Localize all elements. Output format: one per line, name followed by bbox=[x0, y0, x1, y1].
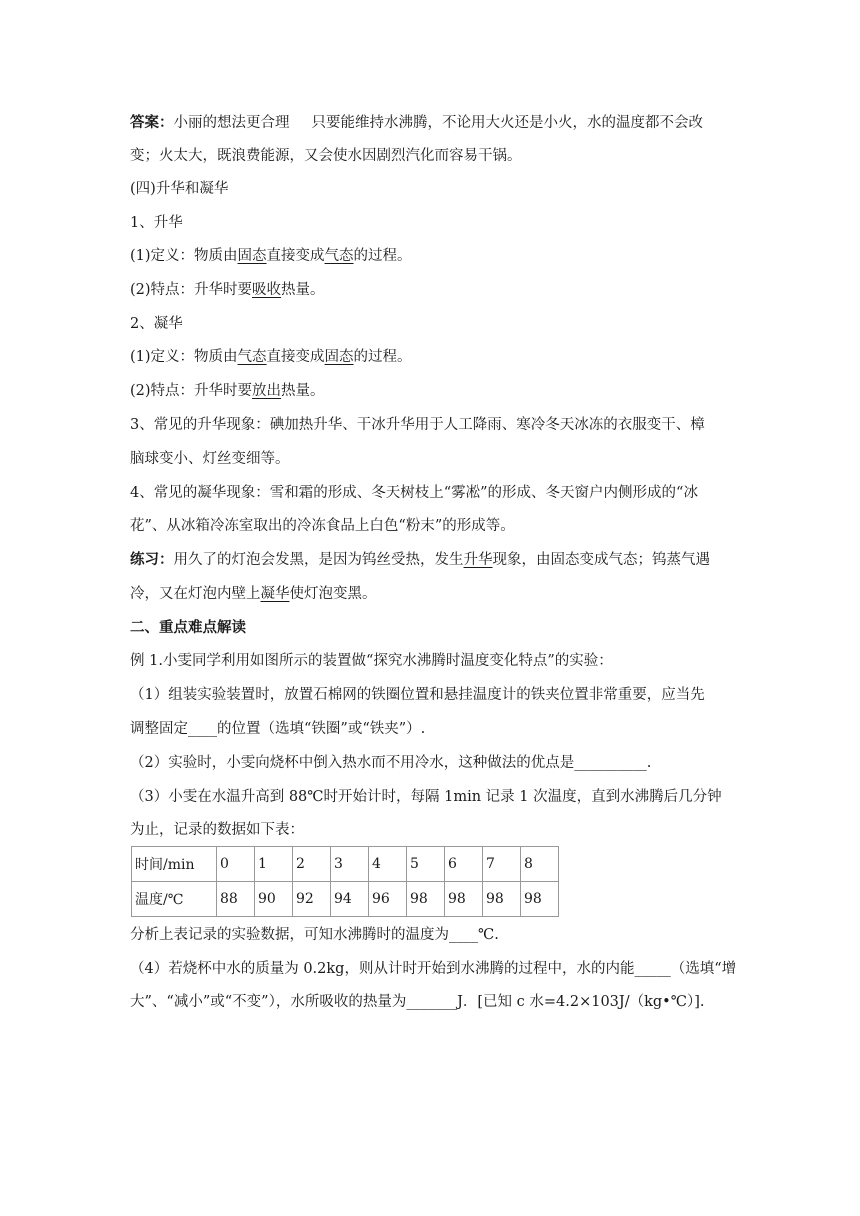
table-cell: 6 bbox=[445, 847, 483, 882]
table-cell: 90 bbox=[255, 882, 293, 917]
table-cell: 88 bbox=[217, 882, 255, 917]
table-cell: 3 bbox=[331, 847, 369, 882]
text: 热量。 bbox=[281, 282, 325, 298]
answer-line-1 bbox=[130, 112, 703, 134]
underlined-answer: 吸收 bbox=[252, 282, 282, 298]
practice-line-2 bbox=[130, 583, 377, 605]
text: 直接变成 bbox=[266, 248, 325, 264]
data-table bbox=[131, 846, 559, 917]
table-cell: 7 bbox=[483, 847, 521, 882]
answer-conclusion: 小丽的想法更合理 bbox=[173, 115, 290, 131]
practice-label: 练习： bbox=[130, 551, 174, 568]
table-cell: 4 bbox=[369, 847, 407, 882]
table-cell: 94 bbox=[331, 882, 369, 917]
deposition-definition bbox=[130, 346, 412, 368]
table-cell: 92 bbox=[293, 882, 331, 917]
text: (1)定义：物质由 bbox=[130, 248, 238, 264]
text: 用久了的灯泡会发黑，是因为钨丝受热，发生 bbox=[173, 552, 464, 568]
underlined-answer: 升华 bbox=[463, 552, 493, 568]
answer-line-2: 变；火太大，既浪费能源，又会使水因剧烈汽化而容易干锅。 bbox=[130, 148, 522, 164]
table-cell: 98 bbox=[407, 882, 445, 917]
table-cell: 0 bbox=[217, 847, 255, 882]
deposition-feature bbox=[130, 380, 325, 402]
answer-label: 答案： bbox=[130, 114, 174, 131]
underlined-answer: 凝华 bbox=[260, 586, 290, 602]
table-cell: 98 bbox=[521, 882, 559, 917]
table-cell: 98 bbox=[445, 882, 483, 917]
text: 热量。 bbox=[281, 383, 325, 399]
deposition-examples-line-2: 花”、从冰箱冷冻室取出的冷冻食品上白色“粉末”的形成等。 bbox=[130, 518, 515, 534]
section-title-key-points: 二、重点难点解读 bbox=[130, 619, 246, 636]
text: 冷，又在灯泡内壁上 bbox=[130, 586, 261, 602]
sublimation-examples-line-2: 脑球变小、灯丝变细等。 bbox=[130, 451, 290, 467]
underlined-answer: 固态 bbox=[237, 248, 267, 264]
table-cell: 2 bbox=[293, 847, 331, 882]
table-cell: 5 bbox=[407, 847, 445, 882]
answer-reason: 只要能维持水沸腾，不论用大火还是小火，水的温度都不会改 bbox=[311, 115, 703, 131]
question-3-analysis: 分析上表记录的实验数据，可知水沸腾时的温度为____℃. bbox=[130, 927, 499, 943]
section-title-sublimation: (四)升华和凝华 bbox=[130, 181, 229, 197]
subheading-sublimation: 1、升华 bbox=[130, 215, 183, 231]
question-3-line-1: （3）小雯在水温升高到 88℃时开始计时，每隔 1min 记录 1 次温度，直到水沸腾后几分钟 bbox=[130, 789, 722, 805]
question-2: （2）实验时，小雯向烧杯中倒入热水而不用冷水，这种做法的优点是__________. bbox=[130, 755, 652, 771]
question-4-line-2: 大”、“减小”或“不变”），水所吸收的热量为_______J．[已知 c 水=4.2×103J/（kg•℃）]. bbox=[130, 994, 705, 1010]
sublimation-examples-line-1: 3、常见的升华现象：碘加热升华、干冰升华用于人工降雨、寒冷冬天冰冻的衣服变干、樟 bbox=[130, 417, 705, 433]
underlined-answer: 气态 bbox=[324, 248, 354, 264]
underlined-answer: 放出 bbox=[252, 383, 282, 399]
text: 使灯泡变黑。 bbox=[289, 586, 377, 602]
table-cell: 1 bbox=[255, 847, 293, 882]
table-cell: 96 bbox=[369, 882, 407, 917]
text: 的过程。 bbox=[353, 349, 412, 365]
text: (1)定义：物质由 bbox=[130, 349, 238, 365]
table-row-temperature bbox=[132, 882, 559, 917]
text: 的过程。 bbox=[353, 248, 412, 264]
subheading-deposition: 2、凝华 bbox=[130, 316, 183, 332]
deposition-examples-line-1: 4、常见的凝华现象：雪和霜的形成、冬天树枝上“雾凇”的形成、冬天窗户内侧形成的“冰 bbox=[130, 485, 698, 501]
text: 现象，由固态变成气态；钨蒸气遇 bbox=[492, 552, 710, 568]
question-1-line-1: （1）组装实验装置时，放置石棉网的铁圈位置和悬挂温度计的铁夹位置非常重要，应当先 bbox=[130, 687, 705, 703]
text: 直接变成 bbox=[266, 349, 325, 365]
sublimation-feature bbox=[130, 279, 325, 301]
table-row-time bbox=[132, 847, 559, 882]
table-header-time: 时间/min bbox=[132, 847, 217, 882]
underlined-answer: 气态 bbox=[237, 349, 267, 365]
question-4-line-1: （4）若烧杯中水的质量为 0.2kg，则从计时开始到水沸腾的过程中，水的内能_____（选填“增 bbox=[130, 961, 737, 977]
text: (2)特点：升华时要 bbox=[130, 282, 253, 298]
table-cell: 98 bbox=[483, 882, 521, 917]
text: (2)特点：升华时要 bbox=[130, 383, 253, 399]
underlined-answer: 固态 bbox=[324, 349, 354, 365]
example-intro: 例 1.小雯同学利用如图所示的装置做“探究水沸腾时温度变化特点”的实验： bbox=[130, 653, 613, 669]
table-cell: 8 bbox=[521, 847, 559, 882]
question-1-line-2: 调整固定____的位置（选填“铁圈”或“铁夹”）. bbox=[130, 721, 426, 737]
sublimation-definition bbox=[130, 245, 412, 267]
practice-line-1 bbox=[130, 549, 710, 571]
table-header-temperature: 温度/℃ bbox=[132, 882, 217, 917]
question-3-line-2: 为止，记录的数据如下表： bbox=[130, 822, 304, 838]
